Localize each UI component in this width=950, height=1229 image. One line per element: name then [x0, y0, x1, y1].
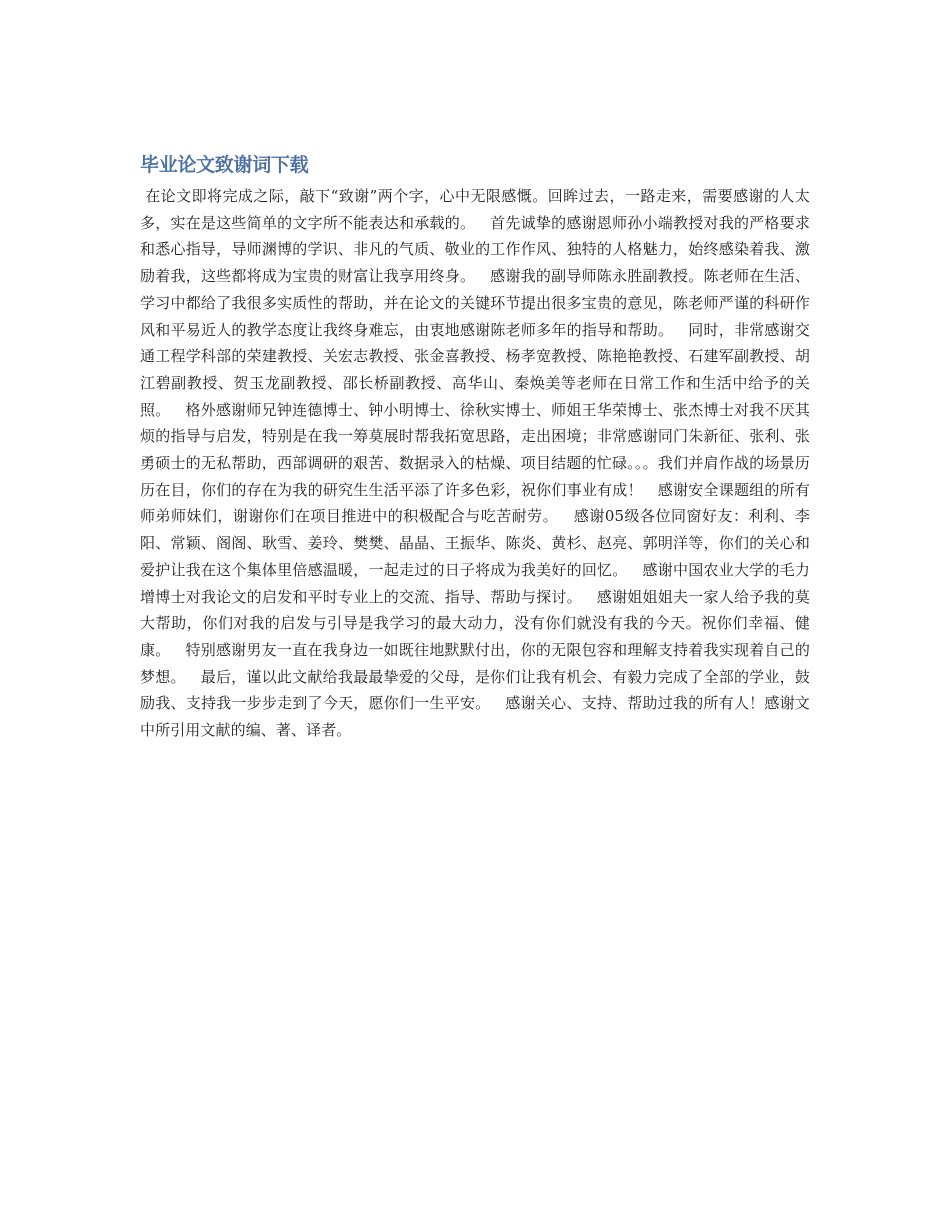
document-title: 毕业论文致谢词下载: [140, 154, 309, 176]
document-body-paragraph: 在论文即将完成之际，敲下“致谢”两个字，心中无限感慨。回眸过去，一路走来，需要感谢的人太多，实在是这些简单的文字所不能表达和承载的。 首先诚挚的感谢恩师孙小端教授对我的严格要求和悉心指导，导师渊博的学识、非凡的气质、敬业的工作作风、独特的人格魅力，始终感染着我、激励着我，这些都将成为宝贵的财富让我享用终身。 感谢我的副导师陈永胜副教授。陈老师在生活、学习中都给了我很多实质性的帮助，并在论文的关键环节提出很多宝贵的意见，陈老师严谨的科研作风和平易近人的教学态度让我终身难忘，由衷地感谢陈老师多年的指导和帮助。 同时，非常感谢交通工程学科部的荣建教授、关宏志教授、张金喜教授、杨孝宽教授、陈艳艳教授、石建军副教授、胡江碧副教授、贺玉龙副教授、邵长桥副教授、高华山、秦焕美等老师在日常工作和生活中给予的关照。 格外感谢师兄钟连德博士、钟小明博士、徐秋实博士、师姐王华荣博士、张杰博士对我不厌其烦的指导与启发，特别是在我一筹莫展时帮我拓宽思路，走出困境；非常感谢同门朱新征、张利、张勇硕士的无私帮助，西部调研的艰苦、数据录入的枯燥、项目结题的忙碌。。。我们并肩作战的场景历历在目，你们的存在为我的研究生生活平添了许多色彩，祝你们事业有成！ 感谢安全课题组的所有师弟师妹们，谢谢你们在项目推进中的积极配合与吃苦耐劳。 感谢05级各位同窗好友：利利、李阳、常颖、阁阁、耿雪、姜玲、樊樊、晶晶、王振华、陈炎、黄杉、赵亮、郭明洋等，你们的关心和爱护让我在这个集体里倍感温暖，一起走过的日子将成为我美好的回忆。 感谢中国农业大学的毛力增博士对我论文的启发和平时专业上的交流、指导、帮助与探讨。 感谢姐姐姐夫一家人给予我的莫大帮助，你们对我的启发与引导是我学习的最大动力，没有你们就没有我的今天。祝你们幸福、健康。 特别感谢男友一直在我身边一如既往地默默付出，你的无限包容和理解支持着我实现着自己的梦想。 最后，谨以此文献给我最最挚爱的父母，是你们让我有机会、有毅力完成了全部的学业，鼓励我、支持我一步步走到了今天，愿你们一生平安。 感谢关心、支持、帮助过我的所有人！感谢文中所引用文献的编、著、译者。: [140, 187, 810, 740]
